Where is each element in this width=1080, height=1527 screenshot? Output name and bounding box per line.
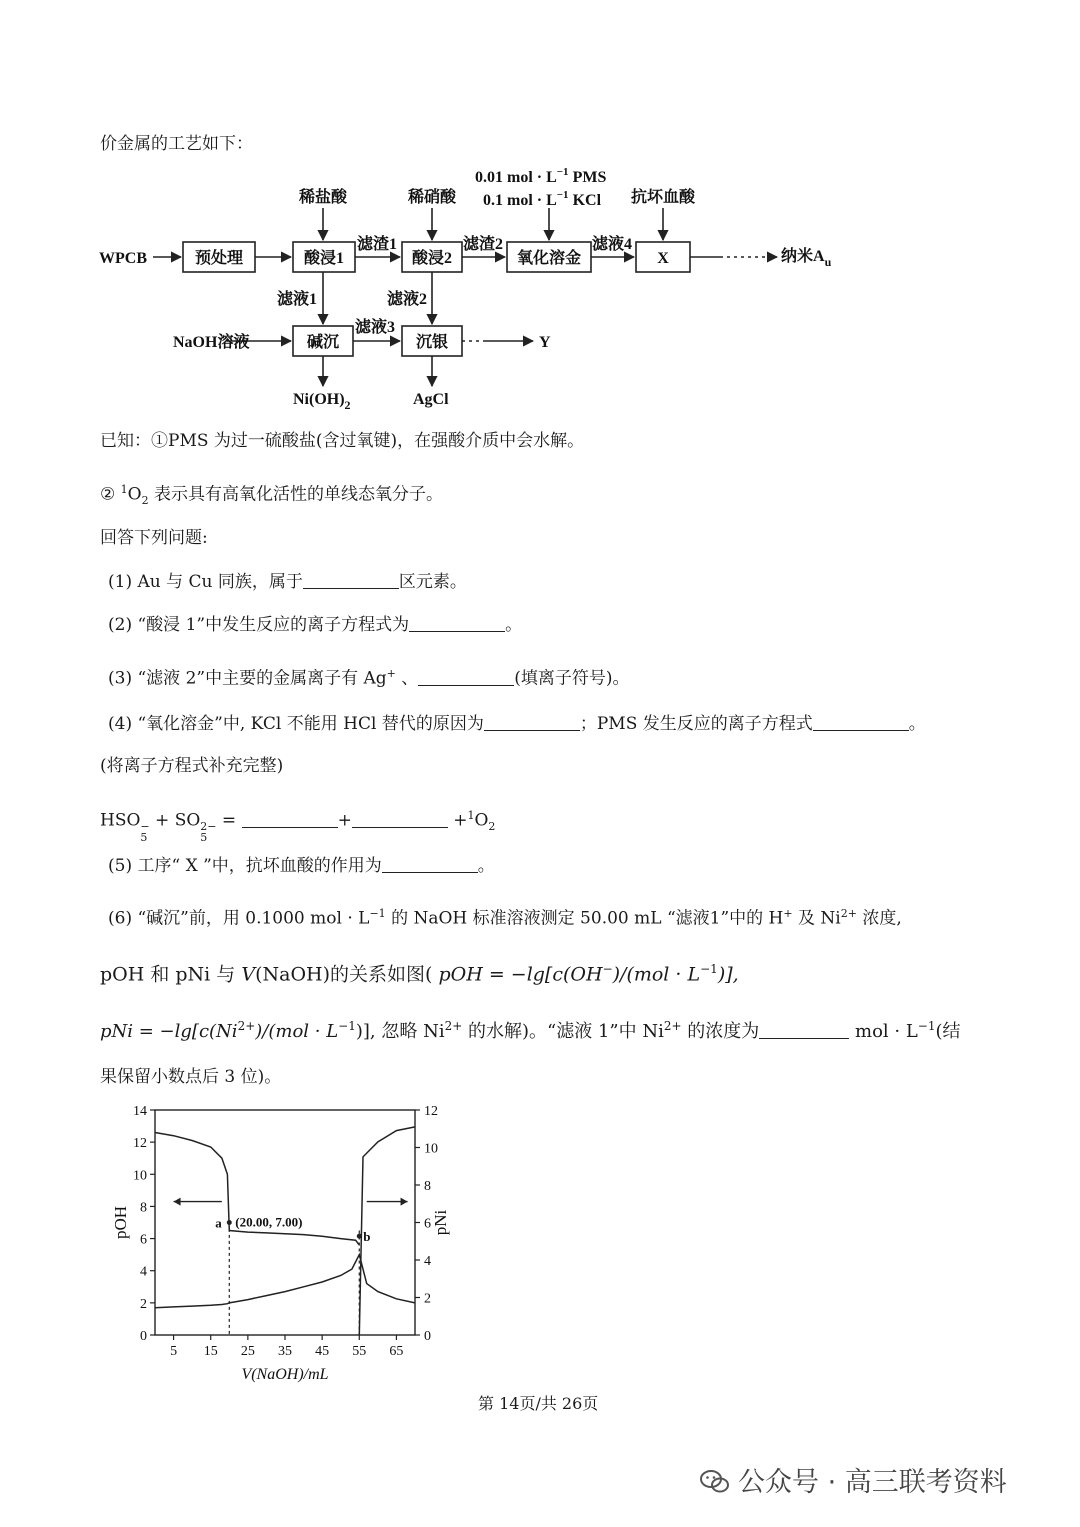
flow-box-pretreat: 预处理 (194, 250, 244, 267)
answer-blank[interactable] (409, 615, 505, 632)
question-6-line4: 果保留小数点后 3 位)。 (100, 1067, 282, 1087)
intro-text: 价金属的工艺如下： (100, 134, 253, 154)
flow-output-nioh2: $Ni(OH)_2$ (293, 391, 351, 412)
flow-box-base: 碱沉 (306, 334, 340, 351)
point-b (357, 1234, 362, 1239)
x-tick-label: 45 (315, 1344, 330, 1359)
x-axis-label: V(NaOH)/mL (241, 1366, 329, 1383)
y-left-tick-label: 12 (133, 1136, 147, 1152)
flow-edge-slag2: 滤渣2 (463, 236, 504, 253)
flow-box-acid1: 酸浸1 (303, 250, 345, 267)
answer-blank[interactable] (352, 811, 448, 828)
answer-blank[interactable] (303, 572, 399, 589)
flow-box-oxidize: 氧化溶金 (516, 250, 582, 267)
watermark (700, 1460, 1007, 1499)
flow-box-acid2: 酸浸2 (411, 250, 453, 267)
y-right-tick-label: 4 (424, 1254, 431, 1269)
flow-output-agcl: AgCl (413, 391, 449, 408)
answer-prompt: 回答下列问题: (100, 528, 208, 548)
y-right-axis-label: pNi (431, 1209, 450, 1236)
arrow-right-head (401, 1198, 408, 1206)
flow-edge-filtrate3: 滤液3 (355, 319, 396, 336)
point-a-label: a (215, 1215, 222, 1231)
process-flow-diagram (95, 160, 855, 420)
y-left-tick-label: 8 (140, 1200, 147, 1216)
question-4: (4) “氧化溶金”中, KCl 不能用 HCl 替代的原因为 ；PMS 发生反应的离子方程式 。 (108, 714, 926, 734)
y-right-tick-label: 6 (424, 1216, 431, 1232)
y-right-tick-label: 12 (424, 1104, 438, 1119)
y-left-axis-label: pOH (111, 1205, 130, 1240)
flow-edge-filtrate1: 滤液1 (277, 291, 318, 308)
question-6-line3: pNi = $-\lg[c(Ni^{2+})/(mol \cdot L^{-1})]$, 忽略 $Ni^{2+}$ 的水解)。“滤液 1”中 $Ni^{2+}$ 的浓度为 mol · $L^{-1}$(结 (100, 1019, 961, 1042)
question-6-line1: (6) “碱沉”前，用 0.1000 mol · $L^{-1}$ 的 NaOH 标准溶液测定 50.00 mL “滤液1”中的 H+ 及 $Ni^{2+}$ 浓度, (108, 907, 902, 929)
flow-box-silver: 沉银 (415, 334, 449, 351)
flow-reagent-vc: 抗坏血酸 (630, 189, 696, 206)
y-right-tick-label: 2 (424, 1291, 431, 1307)
answer-blank[interactable] (813, 714, 909, 731)
point-a-coord: (20.00, 7.00) (235, 1214, 303, 1230)
y-left-tick-label: 0 (140, 1329, 147, 1344)
answer-blank[interactable] (759, 1022, 849, 1039)
known-note-1: 已知：①PMS 为过一硫酸盐(含过氧键)，在强酸介质中会水解。 (100, 431, 585, 451)
ion-equation: HSO − 5 + SO 2− 5 = + $+^1O_2$ (100, 809, 496, 844)
y-left-tick-label: 6 (140, 1232, 147, 1248)
x-tick-label: 55 (352, 1344, 367, 1359)
flow-reagent-pms: 0.01 mol · $L^{-1}$ PMS (475, 166, 607, 186)
flow-edge-slag1: 滤渣1 (357, 236, 398, 253)
titration-chart (100, 1098, 460, 1388)
flow-input-naoh: NaOH溶液 (173, 334, 250, 351)
y-right-tick-label: 8 (424, 1179, 431, 1194)
point-a (227, 1220, 232, 1225)
y-right-tick-label: 10 (424, 1141, 438, 1157)
answer-blank[interactable] (418, 669, 514, 686)
answer-blank[interactable] (242, 811, 338, 828)
flow-output-y: Y (539, 334, 551, 351)
question-3: (3) “滤液 2”中主要的金属离子有 Ag+ 、 (填离子符号)。 (108, 667, 630, 689)
flow-edge-filtrate4: 滤液4 (592, 236, 633, 253)
flow-input-wpcb: WPCB (99, 250, 147, 267)
question-2: (2) “酸浸 1”中发生反应的离子方程式为 。 (108, 615, 523, 635)
question-4-note: (将离子方程式补充完整) (100, 756, 284, 776)
watermark-text: 公众号 · 高三联考资料 (738, 1467, 1007, 1498)
flow-reagent-kcl: 0.1 mol · $L^{-1}$ KCl (483, 189, 602, 209)
known-note-2: ② $^1O_2$ 表示具有高氧化活性的单线态氧分子。 (100, 483, 443, 508)
y-left-tick-label: 10 (133, 1168, 147, 1184)
arrow-left-head (174, 1198, 181, 1206)
x-tick-label: 5 (170, 1344, 178, 1359)
y-right-tick-label: 0 (424, 1329, 431, 1344)
flow-edge-filtrate2: 滤液2 (387, 291, 428, 308)
question-5: (5) 工序“ X ”中，抗坏血酸的作用为 。 (108, 856, 495, 876)
x-tick-label: 15 (203, 1344, 218, 1359)
y-left-tick-label: 14 (133, 1104, 147, 1119)
y-left-tick-label: 2 (140, 1296, 147, 1312)
answer-blank[interactable] (382, 856, 478, 873)
page-footer: 第 14页/共 26页 (478, 1394, 599, 1413)
question-1: (1) Au 与 Cu 同族，属于 区元素。 (108, 572, 467, 592)
flow-box-x: X (657, 250, 669, 267)
flow-output-nano-au: 纳米$A_u$ (781, 248, 832, 269)
flow-reagent-hno3: 稀硝酸 (407, 189, 457, 206)
point-b-label: b (363, 1229, 371, 1245)
flow-reagent-hcl: 稀盐酸 (298, 189, 348, 206)
x-tick-label: 65 (389, 1344, 404, 1359)
wechat-icon (700, 1469, 730, 1495)
y-left-tick-label: 4 (140, 1264, 147, 1280)
series-line-1 (155, 1255, 415, 1308)
answer-blank[interactable] (484, 714, 580, 731)
question-6-line2: pOH 和 pNi 与 V(NaOH)的关系如图( pOH = $-\lg[c(OH^-)/(mol \cdot L^{-1})]$, (100, 962, 739, 986)
x-tick-label: 25 (240, 1344, 255, 1359)
x-tick-label: 35 (278, 1344, 292, 1359)
